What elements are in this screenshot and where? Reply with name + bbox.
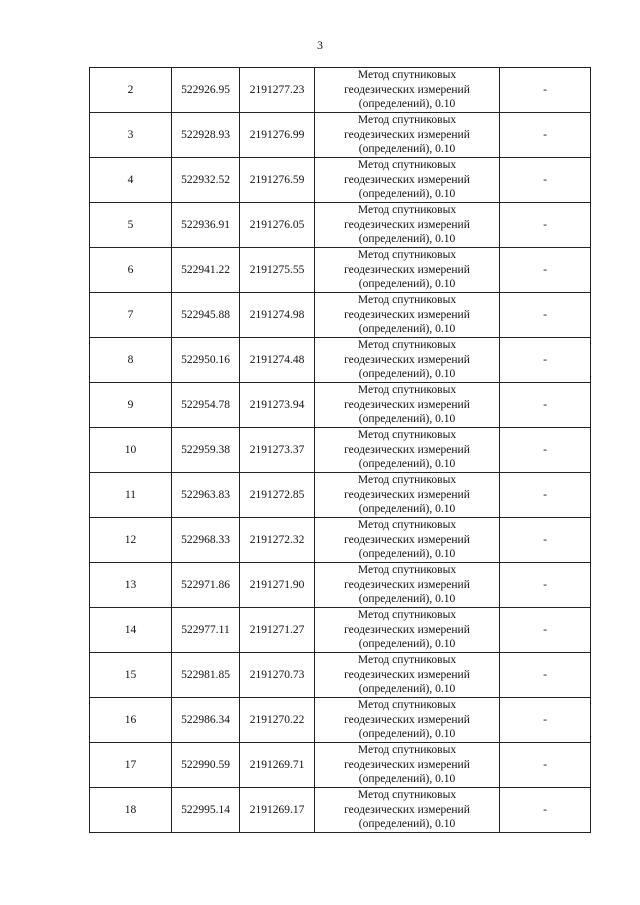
table-row: [90, 338, 591, 383]
method-text-line-1: Метод спутниковых: [357, 159, 457, 172]
table-row: [90, 203, 591, 248]
method-text-line-2: геодезических измерений: [344, 353, 470, 366]
y-coordinate-cell: 2191270.22: [240, 698, 315, 743]
y-coordinate-cell: 2191276.59: [240, 158, 315, 203]
method-cell: [315, 338, 500, 383]
x-coordinate-cell: 522990.59: [172, 743, 240, 788]
point-number-cell: 10: [90, 428, 172, 473]
table-row: [90, 653, 591, 698]
point-number-cell: 13: [90, 563, 172, 608]
point-number-cell: 2: [90, 68, 172, 113]
x-coordinate-cell: 522959.38: [172, 428, 240, 473]
method-text-line-1: Метод спутниковых: [357, 564, 457, 577]
method-cell: [315, 563, 500, 608]
description-cell: -: [500, 113, 591, 158]
x-coordinate-cell: 522941.22: [172, 248, 240, 293]
y-coordinate-cell: 2191272.85: [240, 473, 315, 518]
method-text-line-3: (определений), 0.10: [358, 503, 456, 516]
method-cell: [315, 653, 500, 698]
point-number-cell: 15: [90, 653, 172, 698]
description-cell: -: [500, 473, 591, 518]
method-cell: [315, 608, 500, 653]
x-coordinate-cell: 522986.34: [172, 698, 240, 743]
method-text-line-2: геодезических измерений: [344, 713, 470, 726]
point-number-cell: 11: [90, 473, 172, 518]
description-cell: -: [500, 248, 591, 293]
y-coordinate-cell: 2191274.48: [240, 338, 315, 383]
point-number-cell: 8: [90, 338, 172, 383]
method-text-line-1: Метод спутниковых: [357, 654, 457, 667]
description-cell: -: [500, 428, 591, 473]
y-coordinate-cell: 2191273.37: [240, 428, 315, 473]
table-row: [90, 68, 591, 113]
point-number-cell: 4: [90, 158, 172, 203]
method-text-line-1: Метод спутниковых: [357, 699, 457, 712]
method-text-line-3: (определений), 0.10: [358, 683, 456, 696]
table-row: [90, 563, 591, 608]
method-text-line-2: геодезических измерений: [344, 218, 470, 231]
description-cell: -: [500, 653, 591, 698]
method-text-line-3: (определений), 0.10: [358, 728, 456, 741]
page-number: 3: [317, 38, 323, 52]
method-text-line-2: геодезических измерений: [344, 488, 470, 501]
description-cell: -: [500, 743, 591, 788]
point-number-cell: 6: [90, 248, 172, 293]
y-coordinate-cell: 2191272.32: [240, 518, 315, 563]
method-text-line-1: Метод спутниковых: [357, 519, 457, 532]
description-cell: -: [500, 158, 591, 203]
method-text-line-2: геодезических измерений: [344, 263, 470, 276]
description-cell: -: [500, 608, 591, 653]
point-number-cell: 7: [90, 293, 172, 338]
x-coordinate-cell: 522932.52: [172, 158, 240, 203]
method-text-line-3: (определений), 0.10: [358, 368, 456, 381]
y-coordinate-cell: 2191276.99: [240, 113, 315, 158]
table-row: [90, 428, 591, 473]
description-cell: -: [500, 698, 591, 743]
method-cell: [315, 203, 500, 248]
method-text-line-3: (определений), 0.10: [358, 143, 456, 156]
method-text-line-3: (определений), 0.10: [358, 233, 456, 246]
point-number-cell: 3: [90, 113, 172, 158]
method-text-line-1: Метод спутниковых: [357, 69, 457, 82]
coordinates-table: [89, 67, 591, 833]
method-text-line-1: Метод спутниковых: [357, 609, 457, 622]
table-row: [90, 383, 591, 428]
method-text-line-3: (определений), 0.10: [358, 773, 456, 786]
method-text-line-3: (определений), 0.10: [358, 638, 456, 651]
x-coordinate-cell: 522995.14: [172, 788, 240, 833]
method-text-line-2: геодезических измерений: [344, 623, 470, 636]
method-text-line-1: Метод спутниковых: [357, 249, 457, 262]
y-coordinate-cell: 2191270.73: [240, 653, 315, 698]
y-coordinate-cell: 2191269.17: [240, 788, 315, 833]
method-cell: [315, 248, 500, 293]
method-text-line-3: (определений), 0.10: [358, 818, 456, 831]
point-number-cell: 16: [90, 698, 172, 743]
table-row: [90, 608, 591, 653]
description-cell: -: [500, 338, 591, 383]
method-text-line-3: (определений), 0.10: [358, 278, 456, 291]
x-coordinate-cell: 522981.85: [172, 653, 240, 698]
table-row: [90, 248, 591, 293]
method-cell: [315, 158, 500, 203]
description-cell: -: [500, 293, 591, 338]
x-coordinate-cell: 522968.33: [172, 518, 240, 563]
description-cell: -: [500, 383, 591, 428]
method-cell: [315, 383, 500, 428]
description-cell: -: [500, 788, 591, 833]
method-text-line-2: геодезических измерений: [344, 83, 470, 96]
point-number-cell: 18: [90, 788, 172, 833]
description-cell: -: [500, 563, 591, 608]
method-text-line-1: Метод спутниковых: [357, 474, 457, 487]
method-text-line-3: (определений), 0.10: [358, 98, 456, 111]
method-cell: [315, 68, 500, 113]
table-row: [90, 158, 591, 203]
x-coordinate-cell: 522977.11: [172, 608, 240, 653]
method-text-line-2: геодезических измерений: [344, 173, 470, 186]
method-cell: [315, 428, 500, 473]
x-coordinate-cell: 522926.95: [172, 68, 240, 113]
method-text-line-3: (определений), 0.10: [358, 413, 456, 426]
method-text-line-2: геодезических измерений: [344, 128, 470, 141]
method-text-line-1: Метод спутниковых: [357, 789, 457, 802]
description-cell: -: [500, 203, 591, 248]
method-text-line-2: геодезических измерений: [344, 533, 470, 546]
x-coordinate-cell: 522928.93: [172, 113, 240, 158]
table-row: [90, 788, 591, 833]
table-row: [90, 518, 591, 563]
table-row: [90, 293, 591, 338]
method-text-line-3: (определений), 0.10: [358, 458, 456, 471]
method-text-line-1: Метод спутниковых: [357, 294, 457, 307]
method-cell: [315, 743, 500, 788]
y-coordinate-cell: 2191274.98: [240, 293, 315, 338]
x-coordinate-cell: 522963.83: [172, 473, 240, 518]
point-number-cell: 9: [90, 383, 172, 428]
method-cell: [315, 788, 500, 833]
x-coordinate-cell: 522936.91: [172, 203, 240, 248]
description-cell: -: [500, 518, 591, 563]
table-row: [90, 473, 591, 518]
method-text-line-1: Метод спутниковых: [357, 429, 457, 442]
x-coordinate-cell: 522945.88: [172, 293, 240, 338]
method-cell: [315, 293, 500, 338]
table-row: [90, 698, 591, 743]
method-cell: [315, 113, 500, 158]
coordinates-table-body: [90, 68, 591, 833]
y-coordinate-cell: 2191271.90: [240, 563, 315, 608]
y-coordinate-cell: 2191273.94: [240, 383, 315, 428]
method-text-line-1: Метод спутниковых: [357, 744, 457, 757]
method-text-line-3: (определений), 0.10: [358, 188, 456, 201]
x-coordinate-cell: 522954.78: [172, 383, 240, 428]
y-coordinate-cell: 2191275.55: [240, 248, 315, 293]
method-cell: [315, 698, 500, 743]
method-text-line-3: (определений), 0.10: [358, 593, 456, 606]
y-coordinate-cell: 2191276.05: [240, 203, 315, 248]
method-text-line-1: Метод спутниковых: [357, 339, 457, 352]
point-number-cell: 12: [90, 518, 172, 563]
description-cell: -: [500, 68, 591, 113]
method-text-line-2: геодезических измерений: [344, 668, 470, 681]
y-coordinate-cell: 2191269.71: [240, 743, 315, 788]
method-text-line-2: геодезических измерений: [344, 578, 470, 591]
y-coordinate-cell: 2191271.27: [240, 608, 315, 653]
point-number-cell: 17: [90, 743, 172, 788]
method-text-line-3: (определений), 0.10: [358, 323, 456, 336]
method-cell: [315, 473, 500, 518]
method-text-line-2: геодезических измерений: [344, 308, 470, 321]
method-text-line-2: геодезических измерений: [344, 803, 470, 816]
x-coordinate-cell: 522971.86: [172, 563, 240, 608]
point-number-cell: 5: [90, 203, 172, 248]
method-text-line-2: геодезических измерений: [344, 443, 470, 456]
method-text-line-1: Метод спутниковых: [357, 114, 457, 127]
x-coordinate-cell: 522950.16: [172, 338, 240, 383]
method-text-line-2: геодезических измерений: [344, 398, 470, 411]
method-text-line-3: (определений), 0.10: [358, 548, 456, 561]
table-row: [90, 113, 591, 158]
table-row: [90, 743, 591, 788]
point-number-cell: 14: [90, 608, 172, 653]
y-coordinate-cell: 2191277.23: [240, 68, 315, 113]
method-cell: [315, 518, 500, 563]
method-text-line-1: Метод спутниковых: [357, 384, 457, 397]
method-text-line-1: Метод спутниковых: [357, 204, 457, 217]
method-text-line-2: геодезических измерений: [344, 758, 470, 771]
